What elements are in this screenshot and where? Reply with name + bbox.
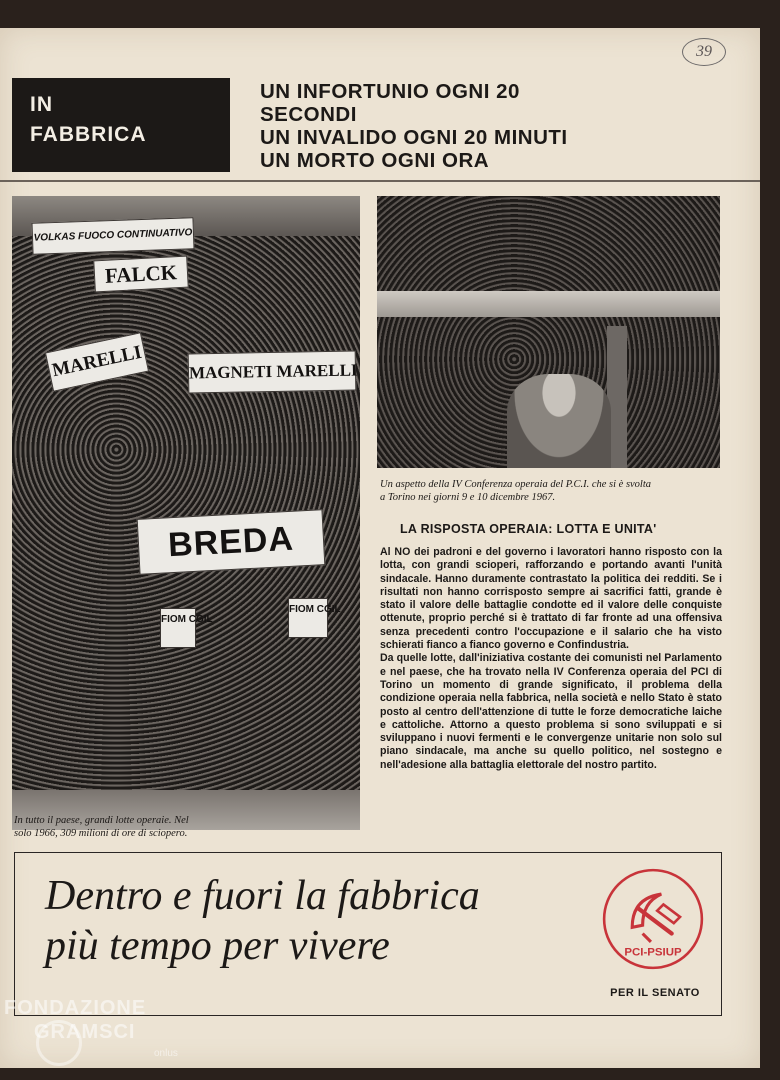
photo-balcony bbox=[377, 291, 720, 317]
headline bbox=[260, 80, 740, 172]
banner-falck: FALCK bbox=[93, 256, 189, 293]
header-divider bbox=[0, 180, 760, 182]
conference-caption-line1: Un aspetto della IV Conferenza operaia del P.C.I. che si è svolta bbox=[380, 479, 652, 490]
conference-photo bbox=[377, 196, 720, 468]
pci-psiup-emblem-icon bbox=[601, 867, 705, 971]
article-paragraph-2: Da quelle lotte, dall'iniziativa costante dei comunisti nel Parlamento e nel paese, che ha trovato nella IV Conferenza operaia del PCI di Torino un momento di grande significato, il problema della condizione operaia nella fabbrica, nella società e nello Stato è stato posto al centro dell'attenzione di tutte le forze democratiche laiche e cattoliche. Attorno a questo problema si sono sviluppati e si sviluppano i nuovi fermenti e le convergenze unitarie non solo sul piano sindacale, ma anche su quello politico, nel sostegno e nell'adesione alla battaglia elettorale del nostro partito. bbox=[380, 652, 722, 771]
ad-slogan bbox=[45, 871, 605, 971]
photo-speaker bbox=[507, 374, 611, 468]
banner-magneti-marelli: MAGNETI MARELLI bbox=[188, 351, 357, 394]
section-label bbox=[12, 78, 230, 172]
banner-marelli: MARELLI bbox=[45, 332, 149, 392]
watermark-logo-icon bbox=[36, 1020, 82, 1066]
watermark-line1: FONDAZIONE bbox=[4, 997, 147, 1019]
article-title: LA RISPOSTA OPERAIA: LOTTA E UNITA' bbox=[400, 522, 657, 536]
headline-line2: SECONDI bbox=[260, 103, 357, 126]
banner-fiom-cgil: FIOM CGIL bbox=[160, 608, 196, 648]
section-label-line1: IN bbox=[30, 93, 53, 116]
section-label-line2: FABBRICA bbox=[30, 123, 147, 146]
ad-footer: PER IL SENATO bbox=[610, 987, 700, 999]
conference-photo-caption bbox=[380, 478, 725, 504]
conference-caption-line2: a Torino nei giorni 9 e 10 dicembre 1967. bbox=[380, 492, 556, 503]
banner-fiom-cgil-2: FIOM CGIL bbox=[288, 598, 328, 638]
article-paragraph-1: Al NO dei padroni e del governo i lavoratori hanno risposto con la lotta, con grandi scioperi, rafforzando e portando avanti l'unità sindacale. Hanno duramente contrastato la politica dei redditi. Se i risultati non hanno corrisposto sempre ai sacrifici fatti, grande è stato il valore delle battaglie condotte ed il valore delle conquiste ottenute, proprio perché si è trattato di far fronte ad una offensiva senza precedenti contro l'occupazione e il salario che ha visto schierati fianco a fianco governo e Confindustria. bbox=[380, 546, 722, 652]
crowd-photo-caption bbox=[14, 814, 314, 840]
banner-volkas: VOLKAS FUOCO CONTINUATIVO bbox=[31, 217, 194, 255]
page bbox=[0, 28, 760, 1068]
watermark-line3: onlus bbox=[154, 1048, 178, 1059]
article-body bbox=[380, 546, 722, 772]
headline-line1: UN INFORTUNIO OGNI 20 bbox=[260, 80, 520, 103]
page-number: 39 bbox=[682, 38, 726, 66]
archive-watermark bbox=[4, 996, 204, 1059]
headline-line3: UN INVALIDO OGNI 20 MINUTI bbox=[260, 126, 568, 149]
crowd-caption-line2: solo 1966, 309 milioni di ore di sciopero. bbox=[14, 828, 188, 839]
ad-slogan-line1: Dentro e fuori la fabbrica bbox=[45, 873, 480, 919]
emblem-text: PCI-PSIUP bbox=[624, 946, 682, 959]
watermark-line2: GRAMSCI bbox=[34, 1021, 136, 1043]
crowd-photo bbox=[12, 196, 360, 830]
ad-slogan-line2: più tempo per vivere bbox=[45, 923, 390, 969]
crowd-caption-line1: In tutto il paese, grandi lotte operaie. Nel bbox=[14, 815, 189, 826]
headline-line4: UN MORTO OGNI ORA bbox=[260, 149, 490, 172]
advertisement-box bbox=[14, 852, 722, 1016]
banner-breda: BREDA bbox=[137, 509, 326, 575]
